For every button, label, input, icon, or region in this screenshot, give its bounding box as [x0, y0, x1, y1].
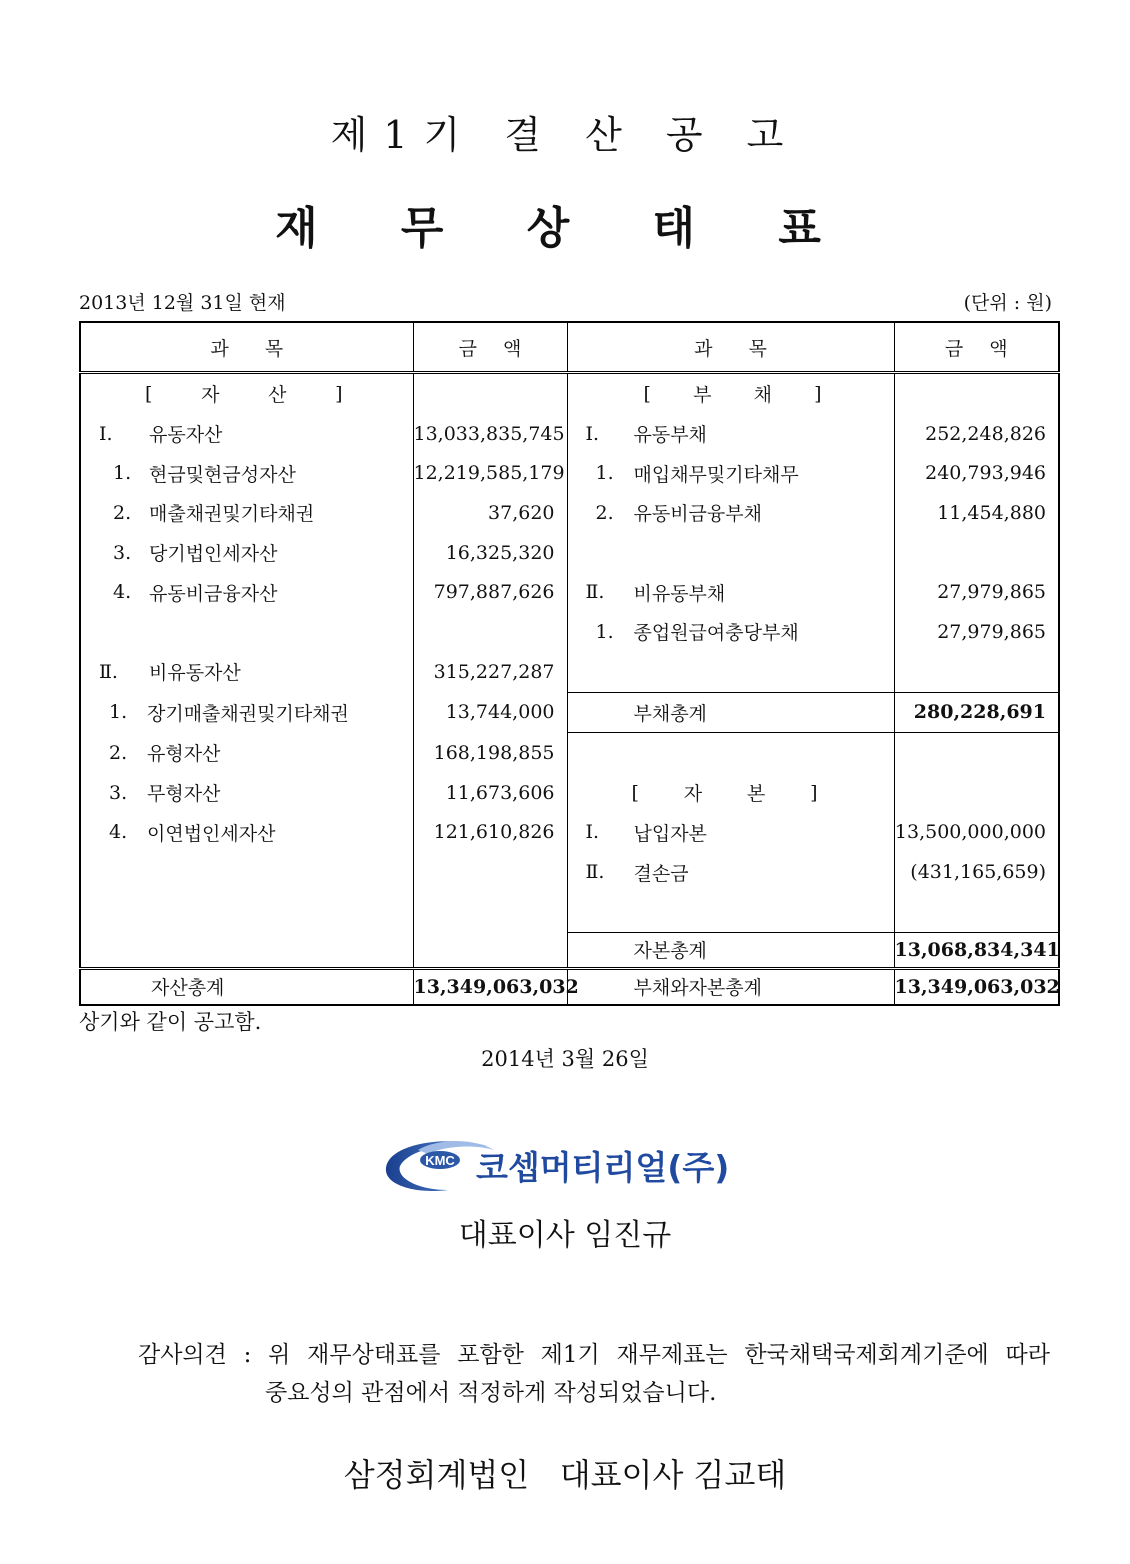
table-row: 3. 무형자산 11,673,606 [ 자 본 ]	[80, 773, 1059, 813]
liab-noncurrent-value: 27,979,865	[894, 572, 1059, 612]
equity-total-label: 자본총계	[633, 940, 707, 963]
table-row: 4. 유동비금융자산 797,887,626 Ⅱ. 비유동부채 27,979,865	[80, 572, 1059, 612]
asset-item-value: 11,673,606	[413, 773, 567, 813]
asset-item-label: 유동비금융자산	[149, 582, 278, 605]
asset-item-value: 121,610,826	[413, 813, 567, 853]
equity-section-heading: [ 자 본 ]	[567, 773, 894, 813]
company-name: 코셉머티리얼(주)	[476, 1148, 728, 1187]
liab-current-label: 유동부채	[633, 424, 707, 447]
assets-noncurrent-label: 비유동자산	[149, 662, 241, 685]
liab-current-value: 252,248,826	[894, 414, 1059, 454]
table-row	[80, 892, 1059, 932]
assets-section-heading: [ 자 산 ]	[80, 373, 413, 414]
table-row	[80, 652, 1059, 692]
asset-item-value: 797,887,626	[413, 572, 567, 612]
table-row: Ⅱ. 결손금 (431,165,659)	[80, 852, 1059, 892]
asset-item-value: 12,219,585,179	[413, 453, 567, 493]
ceo-signature: 대표이사 임진규	[458, 1218, 672, 1253]
liab-item-label: 매입채무및기타채무	[633, 463, 799, 486]
notice-title: 제1기 결 산 공 고	[330, 113, 800, 157]
liab-noncurrent-label: 비유동부채	[633, 582, 726, 605]
equity-item-label: 결손금	[633, 862, 689, 885]
audit-opinion-line1: 감사의견 : 위 재무상태표를 포함한 제1기 재무제표는 한국채택국제회계기준에 따라	[138, 1342, 1050, 1368]
asset-item-label: 장기매출채권및기타채권	[147, 702, 349, 725]
unit-label: (단위 : 원)	[963, 292, 1052, 314]
asset-item-label: 현금및현금성자산	[149, 463, 296, 486]
header-item-right: 과목	[567, 322, 894, 373]
asset-item-value: 37,620	[413, 493, 567, 533]
table-row: 2. 유형자산 168,198,855	[80, 733, 1059, 773]
asset-item-label: 당기법인세자산	[149, 543, 278, 566]
assets-total-value: 13,349,063,032	[413, 968, 567, 1005]
assets-noncurrent-num: Ⅱ.	[99, 660, 118, 683]
kmc-swoosh-icon	[378, 1128, 728, 1200]
grand-total-value: 13,349,063,032	[894, 968, 1059, 1005]
liabilities-total-value: 280,228,691	[894, 692, 1059, 733]
table-row	[80, 968, 1059, 1005]
assets-noncurrent-value: 315,227,287	[413, 652, 567, 692]
asset-item-label: 이연법인세자산	[147, 822, 276, 845]
asset-item-label: 매출채권및기타채권	[149, 503, 315, 526]
equity-item-value: 13,500,000,000	[894, 813, 1059, 853]
header-item-left: 과목	[80, 322, 413, 373]
liab-item-value: 240,793,946	[894, 453, 1059, 493]
announcement-text: 상기와 같이 공고함.	[79, 1010, 262, 1034]
asset-item-value: 168,198,855	[413, 733, 567, 773]
table-row	[80, 414, 1059, 454]
balance-sheet-table	[79, 321, 1060, 1006]
statement-title: 재 무 상 태 표	[275, 203, 855, 254]
table-row: 1. 장기매출채권및기타채권 13,744,000 부채총계 280,228,691	[80, 692, 1059, 733]
liab-current-num: Ⅰ.	[585, 422, 600, 445]
asset-item-label: 무형자산	[147, 783, 221, 806]
company-logo	[378, 1128, 728, 1200]
auditor-signature: 삼정회계법인 대표이사 김교태	[343, 1456, 787, 1494]
asset-item-value: 13,744,000	[413, 692, 567, 733]
liab-item-value: 11,454,880	[894, 493, 1059, 533]
table-row: 4. 이연법인세자산 121,610,826 Ⅰ. 납입자본 13,500,000,000	[80, 813, 1059, 853]
assets-current-value: 13,033,835,745	[413, 414, 567, 454]
liabilities-total-label: 부채총계	[633, 702, 707, 725]
announcement-date: 2014년 3월 26일	[481, 1047, 649, 1071]
table-row	[80, 373, 1059, 414]
liab-noncurrent-num: Ⅱ.	[585, 581, 605, 604]
equity-total-value: 13,068,834,341	[894, 932, 1059, 968]
asset-item-value: 16,325,320	[413, 533, 567, 573]
table-row: 1. 현금및현금성자산 12,219,585,179 1. 매입채무및기타채무 240,793,946	[80, 453, 1059, 493]
svg-text:KMC: KMC	[425, 1153, 455, 1168]
audit-opinion-line2: 중요성의 관점에서 적정하게 작성되었습니다.	[265, 1380, 717, 1406]
liabilities-section-heading: [ 부 채 ]	[567, 373, 894, 414]
equity-item-value: (431,165,659)	[894, 852, 1059, 892]
header-amount-right: 금액	[894, 322, 1059, 373]
assets-current-label: 유동자산	[149, 424, 223, 447]
equity-item-label: 납입자본	[633, 822, 707, 845]
assets-current-num: Ⅰ.	[99, 422, 113, 445]
table-row: 1. 종업원급여충당부채 27,979,865	[80, 612, 1059, 652]
grand-total-label: 부채와자본총계	[633, 977, 762, 1000]
as-of-date: 2013년 12월 31일 현재	[79, 292, 286, 314]
table-header-row	[80, 322, 1059, 373]
liab-item-value: 27,979,865	[894, 612, 1059, 652]
liab-item-label: 유동비금융부채	[633, 503, 762, 526]
table-row	[80, 932, 1059, 968]
assets-total-label: 자산총계	[151, 977, 225, 1000]
header-amount-left: 금액	[413, 322, 567, 373]
table-row: 2. 매출채권및기타채권 37,620 2. 유동비금융부채 11,454,880	[80, 493, 1059, 533]
asset-item-label: 유형자산	[147, 743, 221, 766]
table-row: 3. 당기법인세자산 16,325,320	[80, 533, 1059, 573]
liab-item-label: 종업원급여충당부채	[633, 622, 799, 645]
